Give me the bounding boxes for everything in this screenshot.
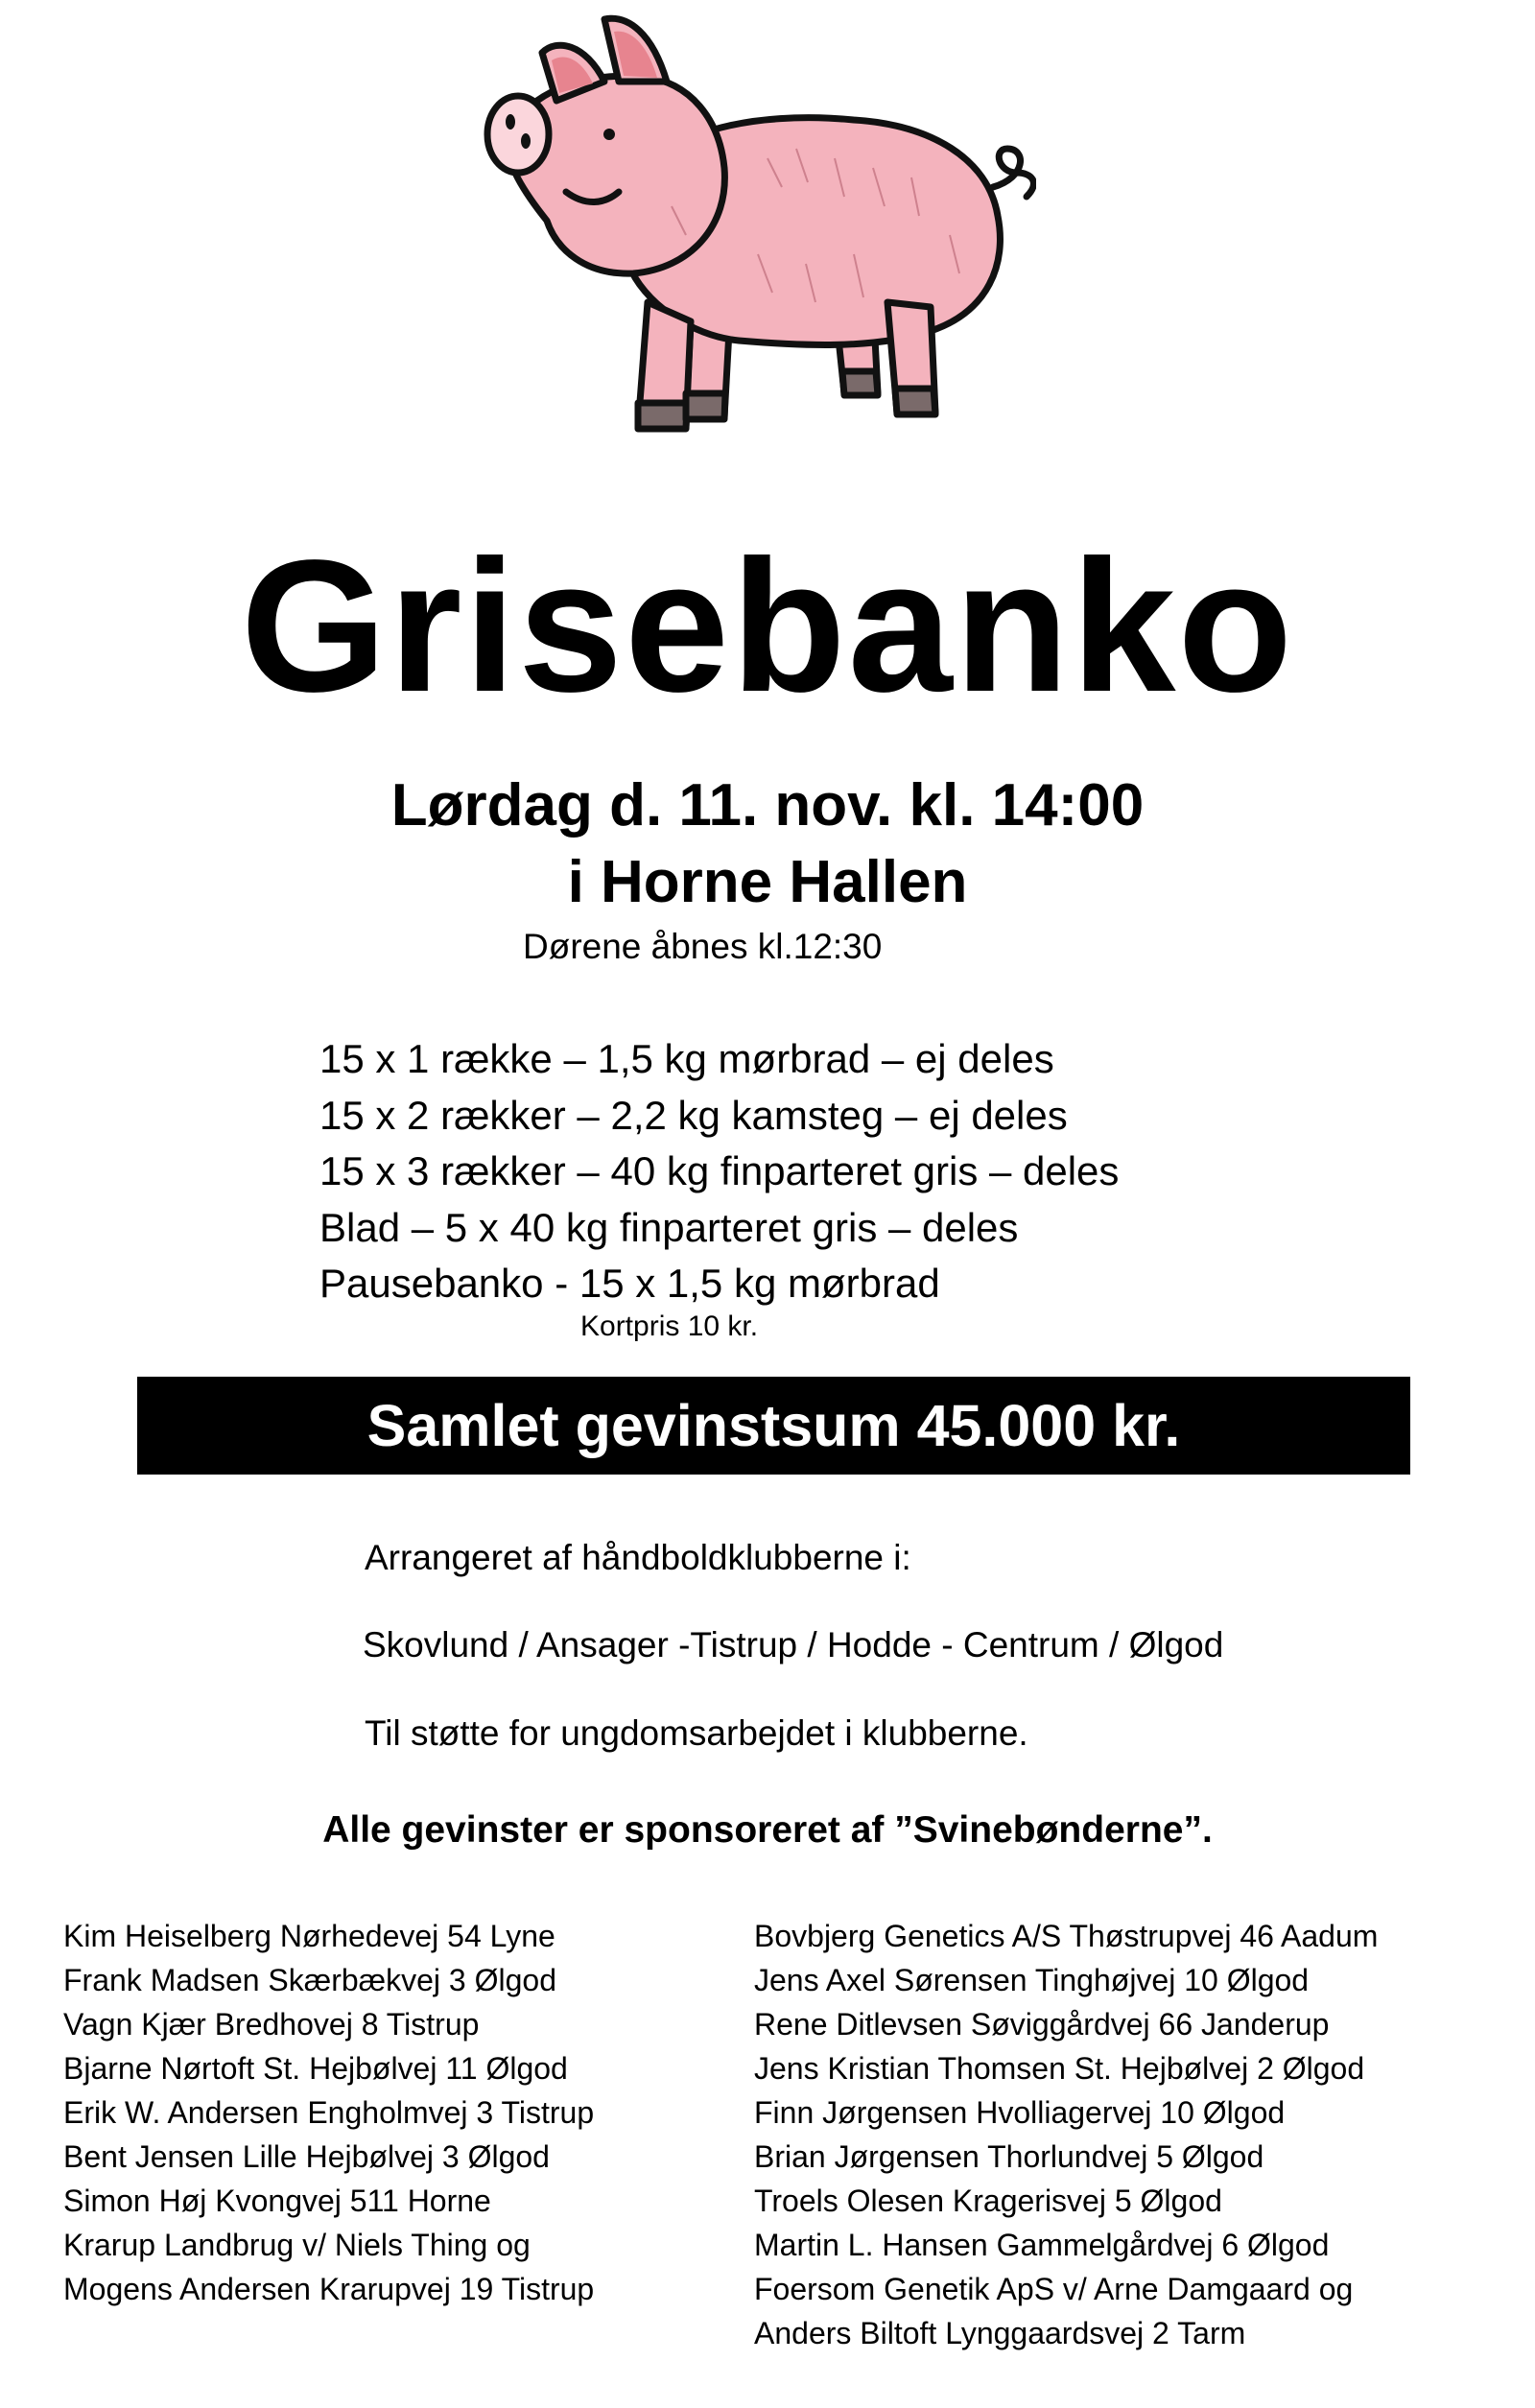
event-venue: i Horne Hallen bbox=[567, 849, 968, 915]
sponsor-entry: Rene Ditlevsen Søviggårdvej 66 Janderup bbox=[754, 2007, 1330, 2042]
pig-hoof bbox=[686, 393, 725, 419]
sponsor-entry: Bent Jensen Lille Hejbølvej 3 Ølgod bbox=[63, 2139, 550, 2174]
sponsor-entry: Mogens Andersen Krarupvej 19 Tistrup bbox=[63, 2272, 595, 2306]
sponsor-list-right bbox=[754, 1914, 1378, 2355]
pig-hoof bbox=[895, 389, 935, 414]
sponsor-entry: Martin L. Hansen Gammelgårdvej 6 Ølgod bbox=[754, 2228, 1330, 2262]
sponsor-entry: Simon Høj Kvongvej 511 Horne bbox=[63, 2184, 491, 2218]
organizer-intro: Arrangeret af håndboldklubberne i: bbox=[365, 1538, 911, 1577]
sponsor-entry: Erik W. Andersen Engholmvej 3 Tistrup bbox=[63, 2095, 595, 2130]
card-price: Kortpris 10 kr. bbox=[580, 1310, 759, 1342]
doors-open-time: Dørene åbnes kl.12:30 bbox=[523, 927, 883, 966]
sponsor-entry: Troels Olesen Kragerisvej 5 Ølgod bbox=[754, 2184, 1222, 2218]
prize-item: 15 x 1 række – 1,5 kg mørbrad – ej deles bbox=[319, 1036, 1054, 1081]
pig-hoof bbox=[842, 371, 878, 395]
sponsor-entry: Krarup Landbrug v/ Niels Thing og bbox=[63, 2228, 531, 2262]
sponsor-list-left bbox=[63, 1914, 594, 2311]
sponsor-entry: Bovbjerg Genetics A/S Thøstrupvej 46 Aadum bbox=[754, 1919, 1379, 1953]
sponsor-entry: Kim Heiselberg Nørhedevej 54 Lyne bbox=[63, 1919, 555, 1953]
pig-illustration bbox=[451, 14, 1036, 441]
sponsor-entry: Vagn Kjær Bredhovej 8 Tistrup bbox=[63, 2007, 480, 2042]
sponsor-entry: Anders Biltoft Lynggaardsvej 2 Tarm bbox=[754, 2316, 1246, 2350]
sponsor-entry: Finn Jørgensen Hvolliagervej 10 Ølgod bbox=[754, 2095, 1286, 2130]
sponsor-entry: Jens Axel Sørensen Tinghøjvej 10 Ølgod bbox=[754, 1963, 1310, 1997]
sponsor-entry: Frank Madsen Skærbækvej 3 Ølgod bbox=[63, 1963, 556, 1997]
prize-item: 15 x 3 rækker – 40 kg finparteret gris – deles bbox=[319, 1148, 1120, 1193]
prize-item: Blad – 5 x 40 kg finparteret gris – deles bbox=[319, 1204, 1019, 1250]
sponsor-entry: Foersom Genetik ApS v/ Arne Damgaard og bbox=[754, 2272, 1354, 2306]
pig-eye bbox=[603, 129, 615, 140]
support-line: Til støtte for ungdomsarbejdet i klubberne. bbox=[365, 1713, 1028, 1753]
sponsor-entry: Bjarne Nørtoft St. Hejbølvej 11 Ølgod bbox=[63, 2051, 568, 2086]
pig-tail bbox=[993, 149, 1033, 197]
sponsor-statement: Alle gevinster er sponsoreret af ”Svinebønderne”. bbox=[322, 1809, 1213, 1851]
prize-item: 15 x 2 rækker – 2,2 kg kamsteg – ej deles bbox=[319, 1092, 1068, 1138]
total-prize-banner: Samlet gevinstsum 45.000 kr. bbox=[137, 1377, 1410, 1475]
prize-list bbox=[319, 1031, 1119, 1312]
sponsor-entry: Jens Kristian Thomsen St. Hejbølvej 2 Ølgod bbox=[754, 2051, 1365, 2086]
organizer-clubs: Skovlund / Ansager -Tistrup / Hodde - Centrum / Ølgod bbox=[363, 1625, 1224, 1664]
pig-snout bbox=[487, 96, 549, 173]
sponsor-entry: Brian Jørgensen Thorlundvej 5 Ølgod bbox=[754, 2139, 1264, 2174]
event-date: Lørdag d. 11. nov. kl. 14:00 bbox=[390, 772, 1145, 838]
pig-hoof bbox=[638, 403, 687, 429]
prize-item: Pausebanko - 15 x 1,5 kg mørbrad bbox=[319, 1261, 940, 1306]
poster-title: Grisebanko bbox=[240, 521, 1295, 731]
